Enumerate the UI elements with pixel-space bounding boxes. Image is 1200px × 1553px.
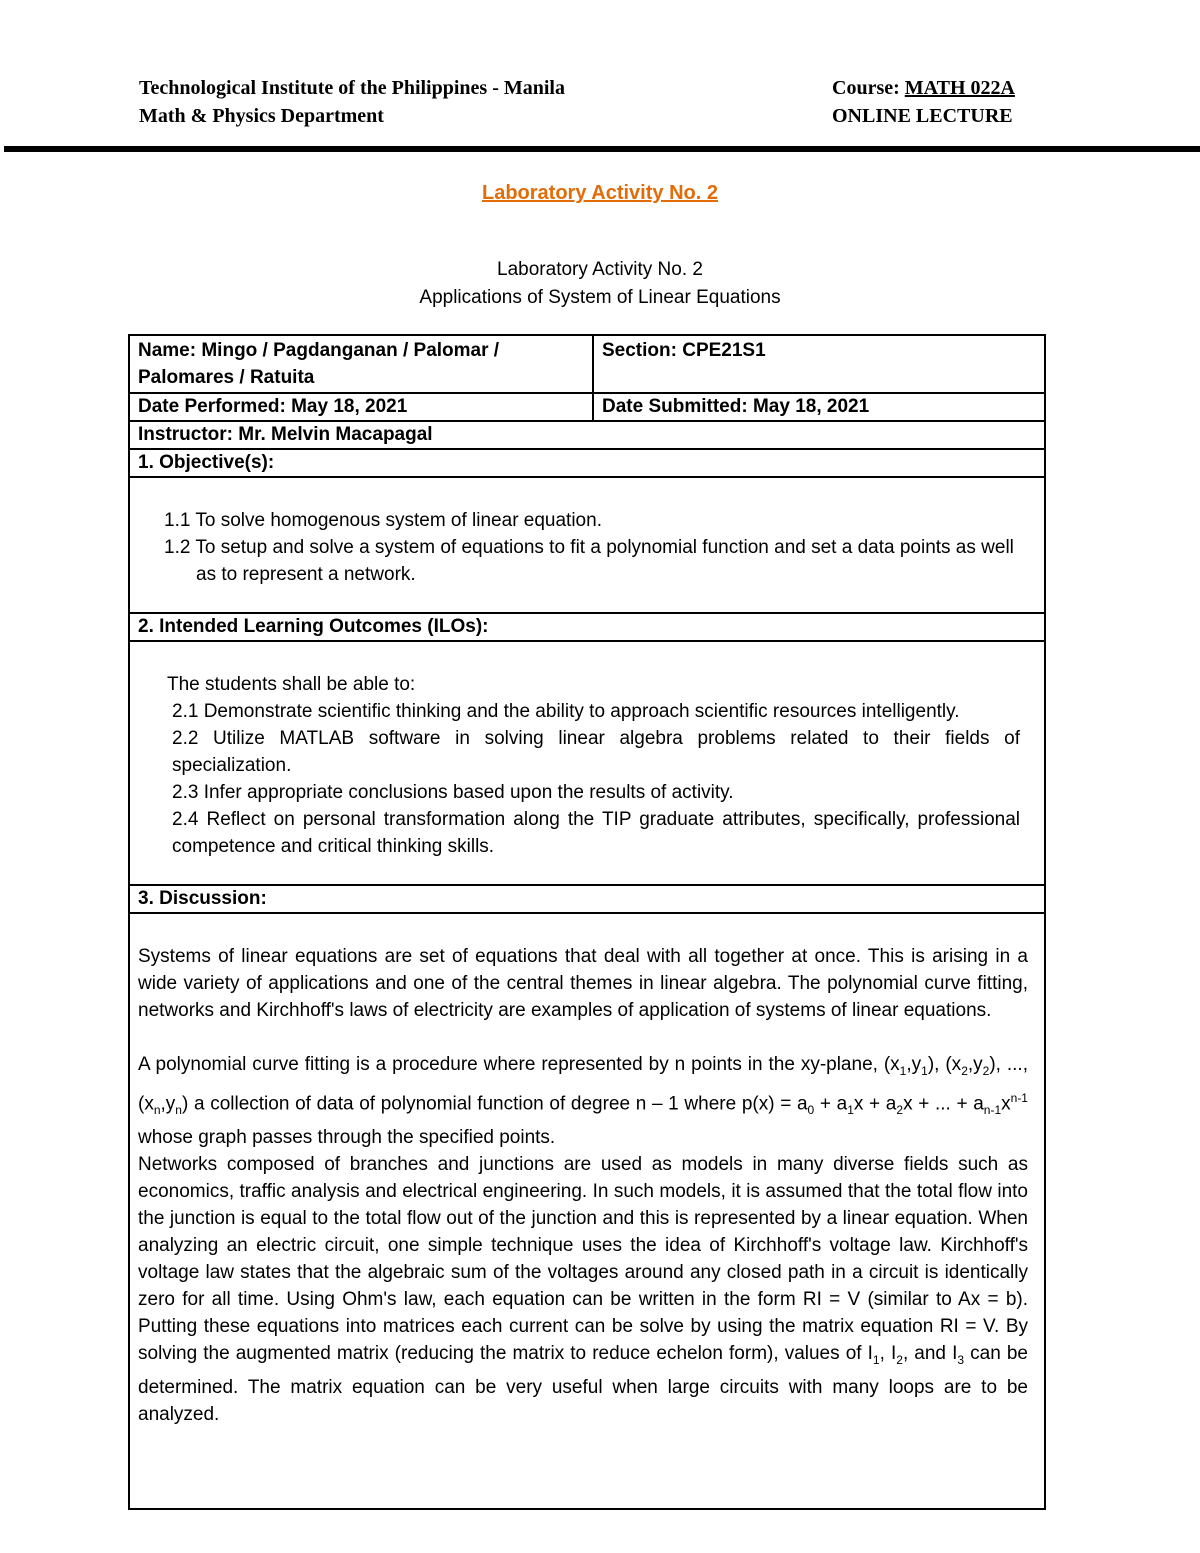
objective-item: 1.2 To setup and solve a system of equations to fit a polynomial function and set a data points as well bbox=[164, 537, 1014, 558]
header-rule bbox=[4, 146, 1200, 152]
subtitle-line2: Applications of System of Linear Equations bbox=[419, 287, 781, 308]
subtitle bbox=[0, 256, 1200, 312]
ilos-list bbox=[172, 698, 1020, 860]
date-performed: Date Performed: May 18, 2021 bbox=[138, 396, 408, 417]
row-divider bbox=[130, 884, 1044, 886]
page-title: Laboratory Activity No. 2 bbox=[482, 182, 718, 204]
date-submitted: Date Submitted: May 18, 2021 bbox=[602, 396, 870, 417]
objectives-heading: 1. Objective(s): bbox=[138, 452, 275, 473]
discussion-paragraph-polynomial: A polynomial curve fitting is a procedure where represented by n points in the xy-plane, $(x_1,y_1)$, $(x_2,y_2)$, ..., $(x_n,y_n)$ a collection of data of polynomial function of degree n – 1 where $p(x) = a_0 + a_1x + a_2x$ + ... + $a_{n-1}x^{n-1}$ whose graph passes through the specified points. bbox=[138, 1054, 1028, 1148]
course-line bbox=[832, 74, 1015, 102]
row-divider bbox=[130, 476, 1044, 478]
ilo-item: 2.4 Reflect on personal transformation along the TIP graduate attributes, specifically, professional competence and critical thinking skills. bbox=[172, 809, 1020, 857]
objectives-list bbox=[164, 507, 1034, 588]
name-cell bbox=[138, 337, 588, 391]
row-divider bbox=[130, 640, 1044, 642]
column-divider bbox=[592, 336, 594, 422]
name-line1: Name: Mingo / Pagdanganan / Palomar / bbox=[138, 340, 500, 361]
row-divider bbox=[130, 912, 1044, 914]
objective-item: 1.1 To solve homogenous system of linear equation. bbox=[164, 510, 602, 531]
header-right bbox=[832, 74, 1015, 130]
institute-name: Technological Institute of the Philippines - Manila bbox=[139, 77, 565, 99]
section-cell: Section: CPE21S1 bbox=[602, 340, 766, 361]
ilo-item: 2.1 Demonstrate scientific thinking and the ability to approach scientific resources intelligently. bbox=[172, 701, 960, 722]
ilos-heading: 2. Intended Learning Outcomes (ILOs): bbox=[138, 616, 489, 637]
ilo-item: 2.3 Infer appropriate conclusions based upon the results of activity. bbox=[172, 782, 734, 803]
paragraph-gap bbox=[138, 1024, 1028, 1051]
ilos-intro: The students shall be able to: bbox=[167, 674, 416, 695]
ilo-item: 2.2 Utilize MATLAB software in solving linear algebra problems related to their fields of specialization. bbox=[172, 728, 1020, 776]
discussion-heading: 3. Discussion: bbox=[138, 888, 267, 909]
discussion-paragraph: Systems of linear equations are set of equations that deal with all together at once. This is arising in a wide variety of applications and one of the central themes in linear algebra. The polynomial curve fitting, networks and Kirchhoff's laws of electricity are examples of application of systems of linear equations. bbox=[138, 946, 1028, 1021]
instructor: Instructor: Mr. Melvin Macapagal bbox=[138, 424, 433, 445]
course-code: MATH 022A bbox=[904, 77, 1015, 99]
discussion-body bbox=[138, 943, 1028, 1428]
objective-item-continued: as to represent a network. bbox=[196, 564, 416, 585]
lecture-mode: ONLINE LECTURE bbox=[832, 105, 1013, 127]
department-name: Math & Physics Department bbox=[139, 105, 384, 127]
header-left bbox=[139, 74, 565, 130]
activity-table bbox=[128, 334, 1046, 1510]
subtitle-line1: Laboratory Activity No. 2 bbox=[497, 259, 703, 280]
course-label: Course: bbox=[832, 77, 905, 99]
discussion-paragraph-networks: Networks composed of branches and junctions are used as models in many diverse fields such as economics, traffic analysis and electrical engineering. In such models, it is assumed that the total flow into the junction is equal to the total flow out of the junction and this is represented by a linear equation. When analyzing an electric circuit, one simple technique uses the idea of Kirchhoff's voltage law. Kirchhoff's voltage law states that the algebraic sum of the voltages around any closed path in a circuit is identically zero for all time. Using Ohm's law, each equation can be written in the form RI = V (similar to Ax = b). Putting these equations into matrices each current can be solve by using the matrix equation RI = V. By solving the augmented matrix (reducing the matrix to reduce echelon form), values of $I_1$, $I_2$, and $I_3$ can be determined. The matrix equation can be very useful when large circuits with many loops are to be analyzed. bbox=[138, 1153, 1028, 1425]
name-line2: Palomares / Ratuita bbox=[138, 367, 315, 388]
